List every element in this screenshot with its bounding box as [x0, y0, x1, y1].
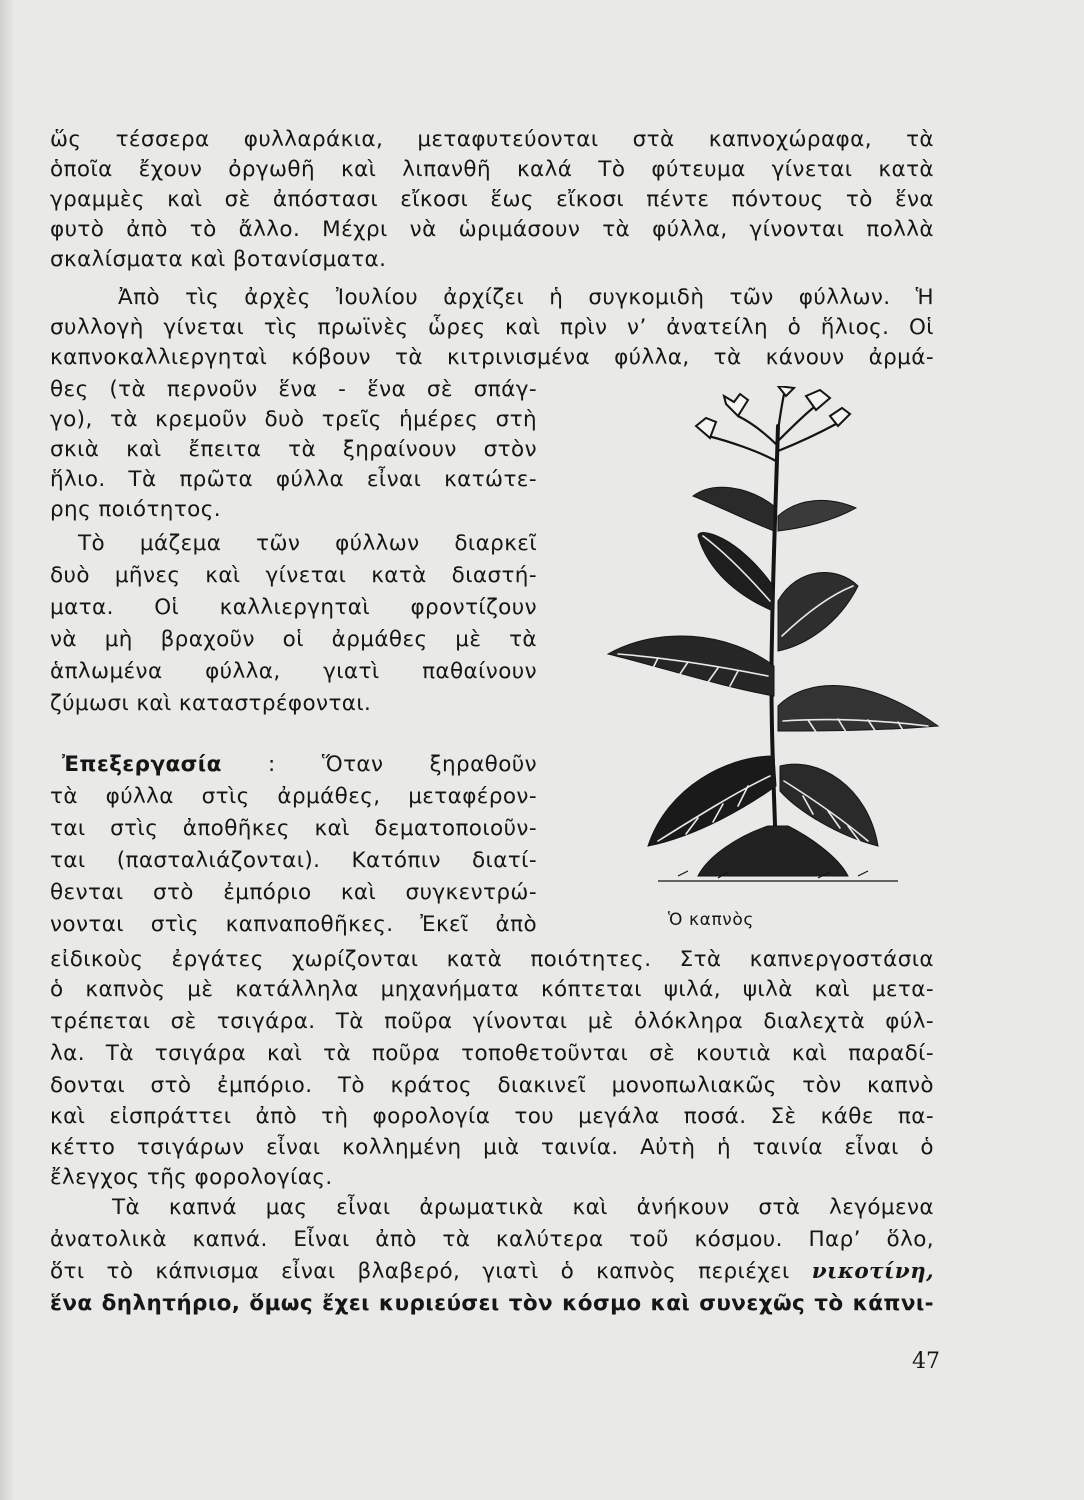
text-line: δονται στὸ ἐμπόριο. Τὸ κράτος διακινεῖ μονοπωλιακῶς τὸν καπνὸ [50, 1073, 934, 1098]
page-number: 47 [912, 1349, 940, 1374]
text-line: ἀνατολικὰ καπνά. Εἶναι ἀπὸ τὰ καλύτερα τοῦ κόσμου. Παρ’ ὅλο, [50, 1227, 934, 1252]
section-first-line [62, 750, 537, 780]
text-line: σκιὰ καὶ ἔπειτα τὰ ξηραίνουν στὸν [50, 437, 537, 462]
text-line: ὁ καπνὸς μὲ κατάλληλα μηχανήματα κόπτεται ψιλά, ψιλὰ καὶ μετα- [50, 977, 934, 1002]
text-line: ὁποῖα ἔχουν ὀργωθῆ καὶ λιπανθῆ καλά Τὸ φύτευμα γίνεται κατὰ [50, 157, 934, 182]
section-colon: : [267, 752, 276, 777]
text-line: ζύμωσι καὶ καταστρέφονται. [50, 691, 372, 716]
text-line: κέττο τσιγάρων εἶναι κολλημένη μιὰ ταινία. Αὐτὴ ἡ ταινία εἶναι ὁ [50, 1135, 934, 1160]
text-line: ὥς τέσσερα φυλλαράκια, μεταφυτεύονται στὰ καπνοχώραφα, τὰ [50, 127, 934, 152]
text-line: τὰ φύλλα στὶς ἀρμάθες, μεταφέρον- [50, 784, 537, 809]
text-line: καὶ εἰσπράττει ἀπὸ τὴ φορολογία του μεγάλα ποσά. Σὲ κάθε πα- [50, 1104, 934, 1129]
text-line: λα. Τὰ τσιγάρα καὶ τὰ ποῦρα τοποθετοῦνται σὲ κουτιὰ καὶ παραδί- [50, 1041, 934, 1066]
text-line: ται στὶς ἀποθῆκες καὶ δεματοποιοῦν- [50, 816, 537, 841]
text-line: ματα. Οἱ καλλιεργηταὶ φροντίζουν [50, 595, 537, 620]
section-heading: Ἐπεξεργασία [62, 752, 222, 777]
nicotine-word: νικοτίνη, [811, 1259, 934, 1284]
text-line: γραμμὲς καὶ σὲ ἀπόστασι εἴκοσι ἕως εἴκοσι πέντε πόντους τὸ ἕνα [50, 187, 934, 212]
text-line: Τὰ καπνά μας εἶναι ἀρωματικὰ καὶ ἀνήκουν στὰ λεγόμενα [112, 1195, 934, 1220]
text-line: ται (πασταλιάζονται). Κατόπιν διατί- [50, 848, 537, 873]
text-line: τρέπεται σὲ τσιγάρα. Τὰ ποῦρα γίνονται μὲ ὁλόκληρα διαλεχτὰ φύλ- [50, 1009, 934, 1034]
text-line: ἁπλωμένα φύλλα, γιατὶ παθαίνουν [50, 659, 537, 684]
text-line: φυτὸ ἀπὸ τὸ ἄλλο. Μέχρι νὰ ὡριμάσουν τὰ φύλλα, γίνονται πολλὰ [50, 217, 934, 242]
text-line: συλλογὴ γίνεται τὶς πρωϊνὲς ὧρες καὶ πρὶν ν’ ἀνατείλη ὁ ἥλιος. Οἱ [50, 315, 934, 340]
text-line: θενται στὸ ἐμπόριο καὶ συγκεντρώ- [50, 880, 537, 905]
text-line: Ἀπὸ τὶς ἀρχὲς Ἰουλίου ἀρχίζει ἡ συγκομιδὴ τῶν φύλλων. Ἡ [118, 285, 934, 310]
text-line: καπνοκαλλιεργηταὶ κόβουν τὰ κιτρινισμένα φύλλα, τὰ κάνουν ἀρμά- [50, 345, 934, 370]
text-line: γο), τὰ κρεμοῦν δυὸ τρεῖς ἡμέρες στὴ [50, 407, 537, 432]
text-line: θες (τὰ περνοῦν ἕνα - ἕνα σὲ σπάγ- [50, 377, 537, 402]
text-line: ρης ποιότητος. [50, 497, 221, 522]
text-line: Τὸ μάζεμα τῶν φύλλων διαρκεῖ [78, 531, 537, 556]
page-edge [0, 0, 14, 1500]
text-line: ἔλεγχος τῆς φορολογίας. [50, 1165, 333, 1190]
text-line: δυὸ μῆνες καὶ γίνεται κατὰ διαστή- [50, 563, 537, 588]
tobacco-plant-illustration [598, 386, 944, 886]
text-line: ἕνα δηλητήριο, ὅμως ἔχει κυριεύσει τὸν κόσμο καὶ συνεχῶς τὸ κάπνι- [50, 1291, 934, 1316]
text-segment: ὅτι τὸ κάπνισμα εἶναι βλαβερό, γιατὶ ὁ καπνὸς περιέχει [50, 1259, 790, 1284]
figure-caption: Ὁ καπνὸς [668, 910, 754, 930]
text-line: σκαλίσματα καὶ βοτανίσματα. [50, 247, 387, 272]
text-line: εἰδικοὺς ἐργάτες χωρίζονται κατὰ ποιότητες. Στὰ καπνεργοστάσια [50, 947, 934, 972]
text-line: νὰ μὴ βραχοῦν οἱ ἀρμάθες μὲ τὰ [50, 627, 537, 652]
text-line [50, 1257, 934, 1287]
section-first-line-rest: Ὅταν ξηραθοῦν [321, 752, 538, 777]
text-line: ἥλιο. Τὰ πρῶτα φύλλα εἶναι κατώτε- [50, 467, 537, 492]
text-line: νονται στὶς καπναποθῆκες. Ἐκεῖ ἀπὸ [50, 912, 537, 937]
